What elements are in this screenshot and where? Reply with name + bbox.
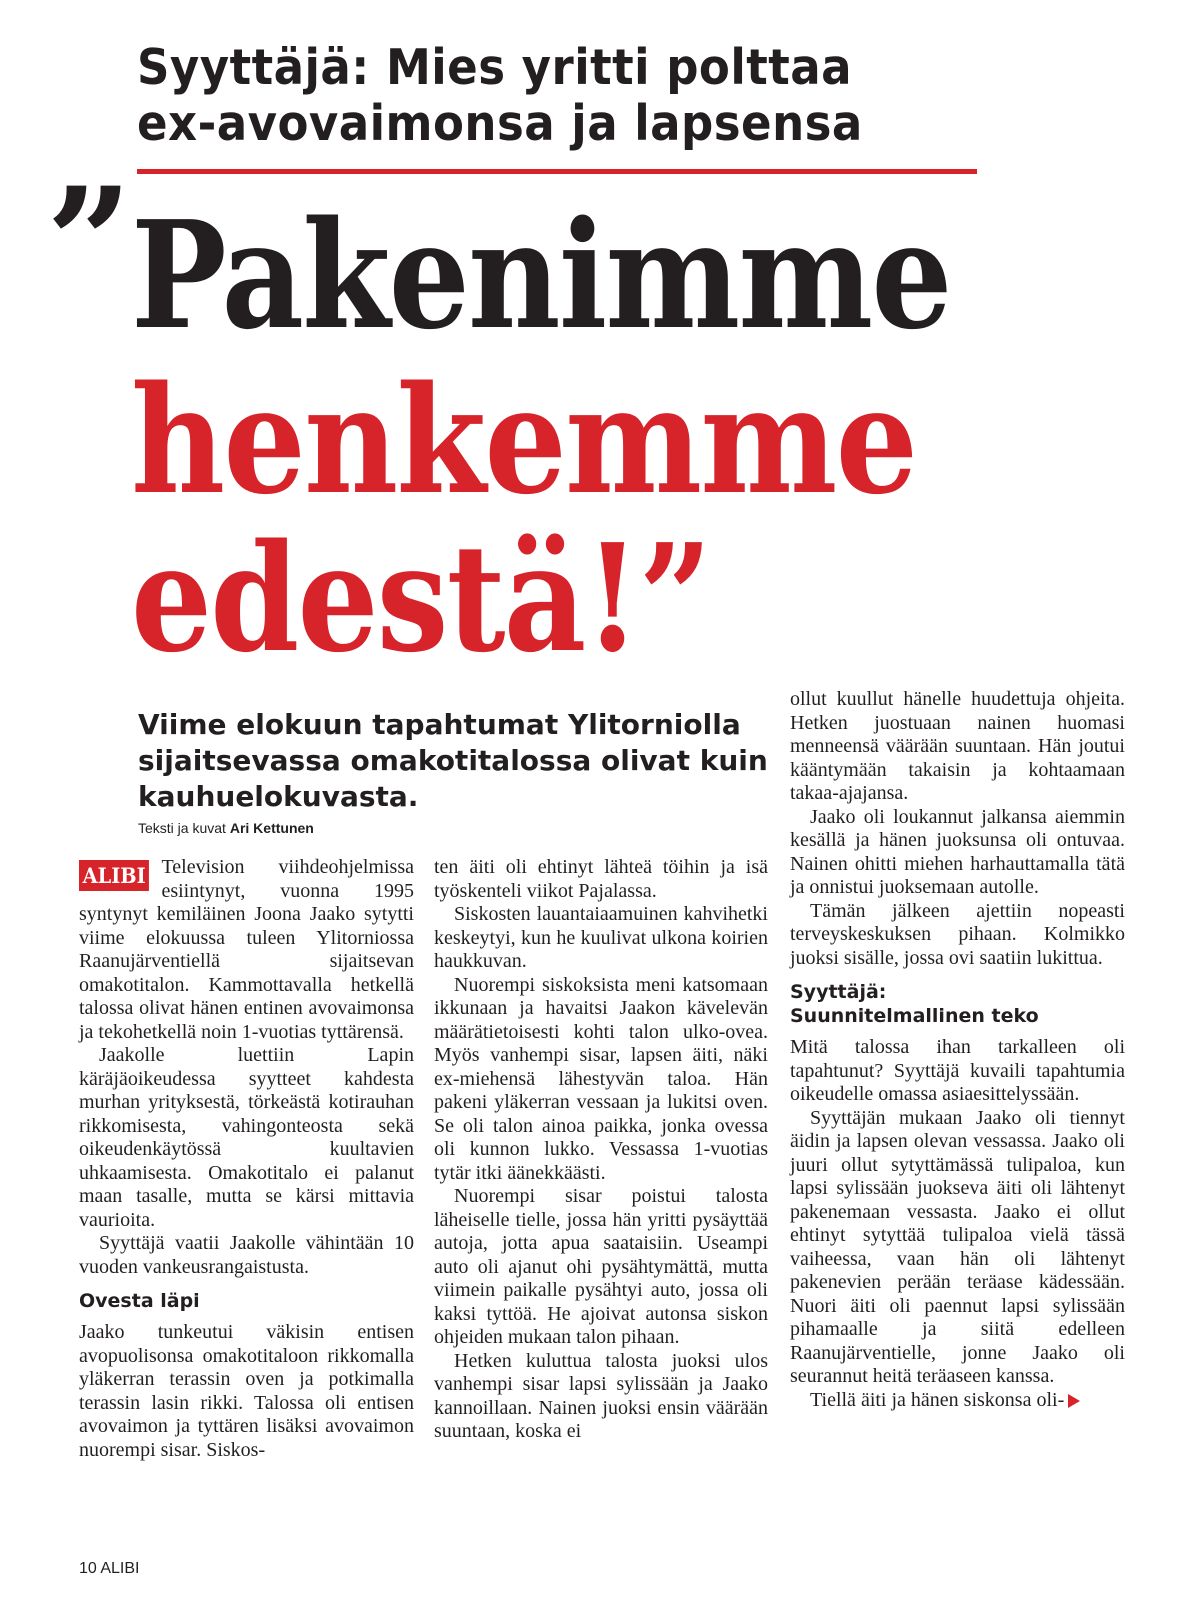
body-paragraph: Hetken kuluttua talosta juoksi ulos vanhempi sisar lapsi sylissään ja Jaako kannoillaan. Nainen juoksi ensin väärään suuntaan, koska ei [434, 1349, 768, 1442]
body-paragraph-text: Tiellä äiti ja hänen siskonsa oli- [810, 1388, 1065, 1411]
headline [0, 0, 1198, 700]
body-paragraph: Siskosten lauantaiaamuinen kahvihetki keskeytyi, kun he kuulivat ulkona koirien haukkuvan. [434, 903, 768, 972]
body-paragraph: Jaako oli loukannut jalkansa aiemmin kesällä ja hänen juoksunsa oli ontuvaa. Nainen ohitti miehen harhauttamalla tätä ja onnistui juoksemaan autolle. [790, 805, 1125, 898]
article-column-1 [79, 856, 414, 1462]
body-paragraph: Nuorempi siskoksista meni katsomaan ikkunaan ja havaitsi Jaakon kävelevän määrätietoisesti kohti talon ulko-ovea. Myös vanhempi sisar, lapsen äiti, näki ex-miehensä lähestyvän taloa. Hän pakeni yläkerran vessaan ja lukitsi oven. Se oli talon ainoa paikka, jonka ovessa oli kunnon lukko. Vessassa 1-vuotias tytär itki äänekkäästi. [434, 973, 768, 1184]
body-paragraph [790, 1389, 1125, 1413]
subhead-line-2: Suunnitelmallinen teko [790, 1005, 1039, 1027]
byline [138, 820, 314, 836]
body-paragraph [79, 856, 414, 1044]
body-paragraph: ollut kuullut hänelle huudettuja ohjeita. Hetken juostuaan nainen huomasi menneensä väärään suuntaan. Hän joutui kääntymään takaisin ja kohtaamaan takaa-ajajansa. [790, 688, 1125, 804]
body-paragraph: Jaakolle luettiin Lapin käräjäoikeudessa syytteet kahdesta murhan yrityksestä, törkeästä kotirauhan rikkomisesta, vahingonteosta sekä oikeudenkäytössä kuultavien uhkaamisesta. Omakotitalo ei palanut maan tasalle, mutta se kärsi mittavia vaurioita. [79, 1044, 414, 1231]
article-column-3 [790, 688, 1125, 1412]
headline-line-1: Pakenimme [131, 188, 951, 362]
body-paragraph: Mitä talossa ihan tarkalleen oli tapahtunut? Syyttäjä kuvaili tapahtumia oikeudelle omassa asiaesittelyssään. [790, 1036, 1125, 1105]
body-paragraph: Tämän jälkeen ajettiin nopeasti terveyskeskuksen pihaan. Kolmikko juoksi sisälle, jossa ovi saatiin lukittua. [790, 899, 1125, 969]
body-paragraph-text: Television viihdeohjelmissa esiintynyt, vuonna 1995 syntynyt kemiläinen Joona Jaako sytytti viime elokuussa tuleen Ylitorniossa Raanujärventiellä sijaitsevan omakotitalon. Kammottavalla hetkellä talossa olivat hänen entinen avovaimonsa ja tekohetkellä noin 1-vuotias tyttärensä. [79, 856, 414, 1043]
body-paragraph: Jaako tunkeutui väkisin entisen avopuolisonsa omakotitaloon rikkomalla yläkerran terassin oven ja potkimalla terassin lasin rikki. Talossa oli entisen avovaimon ja tyttären lisäksi avovaimon nuorempi sisar. Siskos- [79, 1321, 414, 1461]
byline-prefix: Teksti ja kuvat [138, 820, 226, 836]
article-column-2 [434, 856, 768, 1444]
headline-line-3: edestä!” [131, 511, 711, 685]
subhead: Ovesta läpi [79, 1290, 200, 1312]
body-paragraph: ten äiti oli ehtinyt lähteä töihin ja isä työskenteli viikot Pajalassa. [434, 856, 768, 902]
body-paragraph: Nuorempi sisar poistui talosta läheiselle tielle, jossa hän yritti pysäyttää autoja, jotta apua saataisiin. Useampi auto oli ajanut ohi pysähtymättä, mutta viimein paikalle pysähtyi auto, jossa oli kaksi tyttöä. He ajoivat autonsa siskon ohjeiden mukaan talon pihaan. [434, 1185, 768, 1348]
continue-arrow-icon [1068, 1394, 1080, 1408]
lead-paragraph: Viime elokuun tapahtumat Ylitorniolla sijaitsevassa omakotitalossa olivat kuin kauhuelokuvasta. [138, 708, 768, 813]
headline-line-2: henkemme [131, 353, 917, 527]
alibi-logo: ALIBI [79, 860, 149, 891]
headline-quote-open: ” [46, 155, 133, 331]
subhead [790, 980, 1125, 1028]
kicker-line-1: Syyttäjä: Mies yritti polttaa [137, 39, 853, 96]
byline-author: Ari Kettunen [229, 820, 314, 836]
body-paragraph: Syyttäjän mukaan Jaako oli tiennyt äidin ja lapsen olevan vessassa. Jaako oli juuri ollut sytyttämässä tulipaloa, kun lapsi sylissään juokseva äiti oli lähtenyt pakenemaan vessasta. Jaako ei ollut ehtinyt sytyttää tulipaloa vielä tässä vaiheessa, vaan hän oli lähtenyt pakenevien perään teräase kädessään. Nuori äiti oli paennut lapsi sylissään pihamaalle ja siitä edelleen Raanujärventielle, jonne Jaako oli seurannut heitä teräaseen kanssa. [790, 1106, 1125, 1387]
kicker-line-2: ex-avovaimonsa ja lapsensa [137, 95, 863, 152]
subhead-line-1: Syyttäjä: [790, 981, 887, 1003]
body-paragraph: Syyttäjä vaatii Jaakolle vähintään 10 vuoden vankeusrangaistusta. [79, 1232, 414, 1278]
page-folio: 10 ALIBI [79, 1560, 140, 1577]
